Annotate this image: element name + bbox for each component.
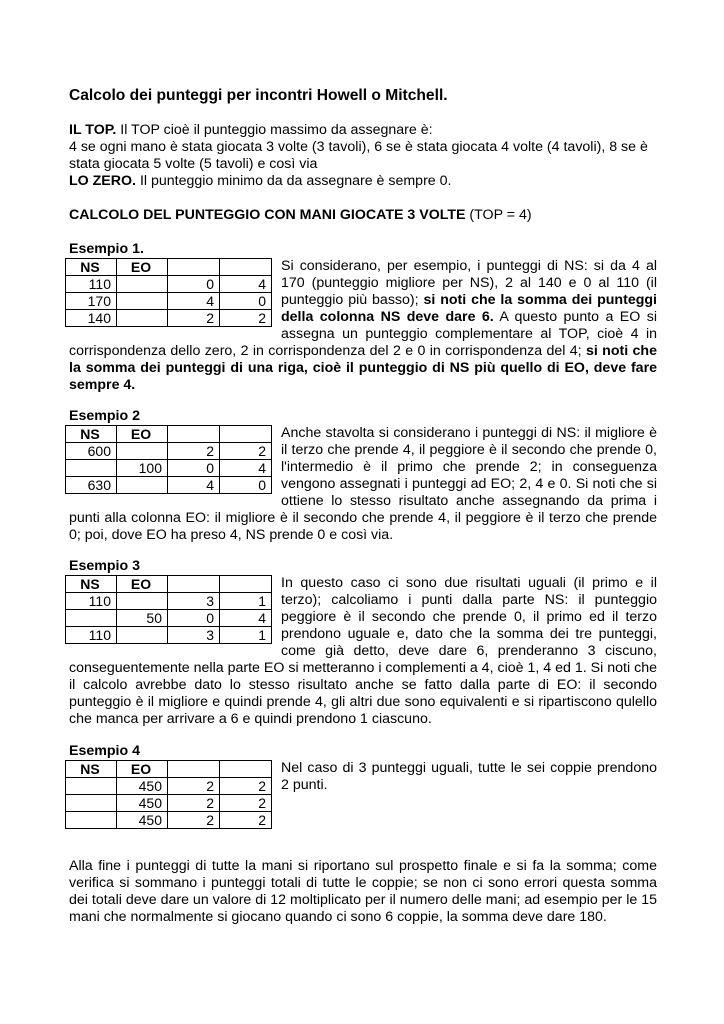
- section-heading: [69, 207, 532, 224]
- top-paragraph: [69, 122, 657, 139]
- table-cell: NS: [66, 259, 117, 276]
- table-cell: EO: [117, 576, 168, 593]
- example-3: [69, 558, 657, 728]
- table-cell: 110: [66, 276, 117, 293]
- table-header-row: [66, 576, 272, 593]
- table-cell: 2: [220, 778, 272, 795]
- table-cell: 630: [66, 477, 117, 494]
- table-cell: 2: [168, 795, 220, 812]
- table-row: [66, 477, 272, 494]
- table-cell: 1: [220, 627, 272, 644]
- table-cell: 0: [168, 610, 220, 627]
- top-label: IL TOP.: [69, 122, 117, 138]
- table-cell: [220, 576, 272, 593]
- table-cell: 0: [168, 276, 220, 293]
- table-cell: 140: [66, 310, 117, 327]
- example-title: Esempio 4: [69, 743, 140, 759]
- table-cell: 110: [66, 593, 117, 610]
- table-cell: NS: [66, 576, 117, 593]
- example-table: [65, 425, 272, 494]
- table-header-row: [66, 259, 272, 276]
- table-cell: [220, 259, 272, 276]
- table-cell: 2: [168, 812, 220, 829]
- example-text-part: Si considerano, per esempio, i punteggi di NS: si da 4 al 170 (punteggio migliore per NS), 2 al 140 e 0 al 110 (il punteggio più basso);: [281, 258, 657, 308]
- final-paragraph: Alla fine i punteggi di tutte la mani si riportano sul prospetto finale e si fa la somma; come verifica si sommano i punteggi totali di tutte le coppie; se non ci sono errori questa somma dei totali deve dare un valore di 12 moltiplicato per il numero delle mani; ad esempio per le 15 mani che normalmente si giocano quando ci sono 6 coppie, la somma deve dare 180.: [69, 858, 657, 925]
- table-cell: 170: [66, 293, 117, 310]
- table-cell: [168, 576, 220, 593]
- table-cell: [66, 610, 117, 627]
- table-cell: [117, 627, 168, 644]
- table-cell: 4: [168, 293, 220, 310]
- zero-label: LO ZERO.: [69, 173, 136, 189]
- table-cell: [117, 443, 168, 460]
- table-cell: 0: [220, 477, 272, 494]
- table-row: [66, 593, 272, 610]
- table-cell: NS: [66, 761, 117, 778]
- table-header-row: [66, 761, 272, 778]
- table-row: [66, 310, 272, 327]
- table-cell: [117, 310, 168, 327]
- table-cell: 0: [220, 293, 272, 310]
- example-text-part: A questo punto a EO si assegna un punteggio complementare al TOP, cioè 4 in corrispondenza dello zero, 2 in corrispondenza del 2 e 0 in corrispondenza del 4;: [69, 309, 657, 359]
- table-row: [66, 460, 272, 477]
- page-title: Calcolo dei punteggi per incontri Howell o Mitchell.: [69, 87, 448, 104]
- table-cell: 0: [168, 460, 220, 477]
- table-cell: NS: [66, 426, 117, 443]
- table-cell: 2: [168, 778, 220, 795]
- table-cell: [168, 426, 220, 443]
- table-cell: 50: [117, 610, 168, 627]
- table-cell: 110: [66, 627, 117, 644]
- table-row: [66, 610, 272, 627]
- table-cell: [66, 795, 117, 812]
- table-cell: 4: [220, 460, 272, 477]
- top-text: Il TOP cioè il punteggio massimo da assegnare è:: [116, 122, 433, 138]
- table-cell: 100: [117, 460, 168, 477]
- example-text-part: Nel caso di 3 punteggi uguali, tutte le sei coppie prendono 2 punti.: [281, 760, 657, 793]
- table-cell: 450: [117, 795, 168, 812]
- table-row: [66, 627, 272, 644]
- table-cell: 450: [117, 812, 168, 829]
- example-table: [65, 575, 272, 644]
- table-cell: [117, 276, 168, 293]
- table-cell: 4: [220, 610, 272, 627]
- table-row: [66, 443, 272, 460]
- table-cell: EO: [117, 426, 168, 443]
- table-header-row: [66, 426, 272, 443]
- table-row: [66, 293, 272, 310]
- example-2: [69, 408, 657, 544]
- intro-block: [69, 122, 657, 190]
- top-details: 4 se ogni mano è stata giocata 3 volte (3 tavoli), 6 se è stata giocata 4 volte (4 tavoli), 8 se è stata giocata 5 volte (5 tavoli) e così via: [69, 139, 648, 172]
- table-cell: [117, 593, 168, 610]
- example-title: Esempio 2: [69, 408, 140, 424]
- section-note: (TOP = 4): [465, 207, 532, 223]
- zero-text: Il punteggio minimo da da assegnare è sempre 0.: [136, 173, 452, 189]
- table-cell: [220, 426, 272, 443]
- table-cell: [66, 460, 117, 477]
- table-cell: 2: [168, 443, 220, 460]
- table-cell: 600: [66, 443, 117, 460]
- table-cell: 3: [168, 593, 220, 610]
- table-cell: [168, 259, 220, 276]
- table-cell: 450: [117, 778, 168, 795]
- section-heading-text: CALCOLO DEL PUNTEGGIO CON MANI GIOCATE 3 VOLTE: [69, 207, 466, 223]
- table-cell: [117, 477, 168, 494]
- table-cell: 2: [168, 310, 220, 327]
- table-row: [66, 812, 272, 829]
- table-cell: [168, 761, 220, 778]
- table-cell: 4: [168, 477, 220, 494]
- example-emphasis: si noti che la somma dei punteggi della colonna NS deve dare 6.: [281, 292, 657, 325]
- table-row: [66, 276, 272, 293]
- example-4: [69, 743, 657, 845]
- example-text-part: In questo caso ci sono due risultati uguali (il primo e il terzo); calcoliamo i punti dalla parte NS: il punteggio peggiore è il secondo che prende 0, il primo ed il terzo prendono uguale e, dato che la somma dei tre punteggi, come già detto, deve dare 6, prenderanno 3 ciscuno, conseguentemente nella parte EO si metteranno i complementi a 4, cioè 1, 4 ed 1. Si noti che il calcolo avrebbe dato lo stesso risultato anche se fatto dalla parte di EO: il secondo punteggio è il migliore e quindi prende 4, gli altri due sono equivalenti e si ripartiscono qulello che manca per arrivare a 6 e quindi prendono 1 ciascuno.: [69, 575, 657, 727]
- table-cell: EO: [117, 259, 168, 276]
- table-cell: 1: [220, 593, 272, 610]
- example-emphasis: si noti che la somma dei punteggi di una riga, cioè il punteggio di NS più quello di EO, deve fare sempre 4.: [69, 343, 657, 393]
- example-text-part: Anche stavolta si considerano i punteggi di NS: il migliore è il terzo che prende 4, il peggiore è il secondo che prende 0, l'intermedio è il primo che prende 2; in conseguenza vengono assegnati i punteggi ad EO; 2, 4 e 0. Si noti che si ottiene lo stesso risultato anche assegnando da prima i punti alla colonna EO: il migliore è il secondo che prende 4, il peggiore è il terzo che prende 0; poi, dove EO ha preso 4, NS prende 0 e così via.: [69, 425, 657, 543]
- table-cell: 2: [220, 795, 272, 812]
- example-title: Esempio 3: [69, 558, 140, 574]
- table-cell: 2: [220, 812, 272, 829]
- table-cell: 4: [220, 276, 272, 293]
- table-cell: 2: [220, 310, 272, 327]
- table-row: [66, 795, 272, 812]
- example-1: [69, 241, 657, 394]
- table-cell: [66, 778, 117, 795]
- table-cell: 2: [220, 443, 272, 460]
- table-cell: [117, 293, 168, 310]
- table-row: [66, 778, 272, 795]
- example-table: [65, 760, 272, 829]
- table-cell: [66, 812, 117, 829]
- example-table: [65, 258, 272, 327]
- table-cell: [220, 761, 272, 778]
- table-cell: EO: [117, 761, 168, 778]
- zero-paragraph: [69, 173, 657, 190]
- example-title: Esempio 1.: [69, 241, 144, 257]
- table-cell: 3: [168, 627, 220, 644]
